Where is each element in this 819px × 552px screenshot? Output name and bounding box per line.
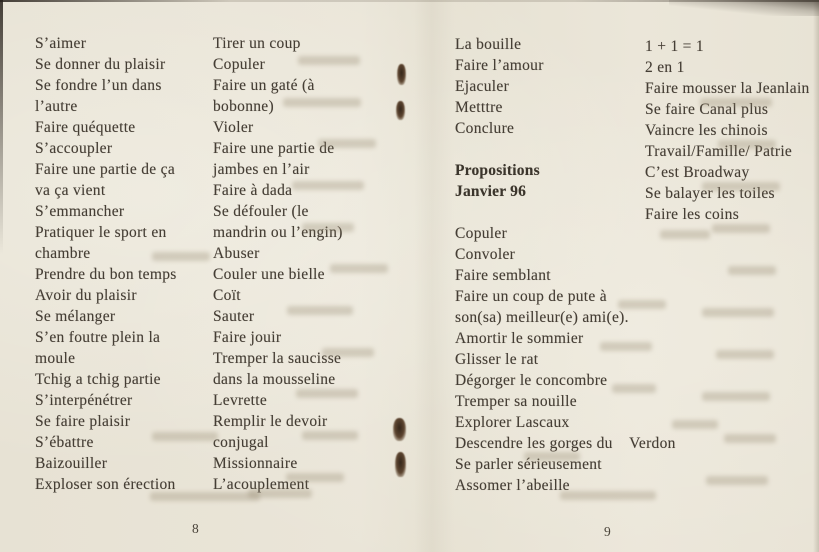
ghost-text-smudge [150, 492, 260, 501]
ghost-text-smudge [322, 348, 374, 357]
ink-speck [393, 418, 406, 441]
phrase-line [455, 202, 676, 223]
phrase-line: Copuler [455, 225, 508, 242]
phrase-line: Abuser [213, 245, 260, 262]
page-gutter-shading [414, 0, 454, 552]
phrase-line: Sauter [213, 308, 255, 325]
ghost-text-smudge [702, 182, 780, 191]
phrase-line: Se donner du plaisir [35, 56, 166, 73]
phrase-line: va ça vient [35, 182, 106, 199]
ghost-text-smudge [718, 140, 776, 149]
phrase-line: chambre [35, 245, 91, 262]
photo-edge-right [813, 0, 819, 552]
phrase-line: Remplir le devoir [213, 413, 328, 430]
ghost-text-smudge [716, 350, 774, 359]
phrase-line: Se faire Canal plus [645, 101, 769, 118]
phrase-line: La bouille [455, 36, 522, 53]
phrase-line: Janvier 96 [455, 183, 527, 200]
ghost-text-smudge [728, 266, 776, 275]
ghost-text-smudge [296, 389, 358, 398]
phrase-line: bobonne) [213, 98, 274, 115]
photo-edge-left [0, 0, 3, 254]
ghost-text-smudge [560, 491, 656, 500]
ghost-text-smudge [152, 432, 218, 441]
phrase-line: Se fondre l’un dans [35, 77, 162, 94]
ghost-text-smudge [286, 473, 344, 482]
right-page-column-2 [645, 36, 810, 225]
phrase-line: 2 en 1 [645, 59, 685, 76]
ghost-text-smudge [702, 392, 770, 401]
phrase-line: Pratiquer le sport en [35, 224, 167, 241]
ghost-text-smudge [248, 489, 312, 498]
phrase-line: Se faire plaisir [35, 413, 131, 430]
page-number-right: 9 [604, 524, 612, 539]
phrase-line: C’est Broadway [645, 164, 750, 181]
phrase-line: S’accoupler [35, 140, 113, 157]
phrase-line: Faire semblant [455, 267, 551, 284]
phrase-line: Explorer Lascaux [455, 414, 570, 431]
phrase-line: Dégorger le concombre [455, 372, 608, 389]
phrase-line: Exploser son érection [35, 476, 176, 493]
phrase-line: Descendre les gorges du Verdon [455, 435, 676, 452]
page-number-left: 8 [192, 521, 200, 536]
phrase-line: Convoler [455, 246, 516, 263]
phrase-line: mandrin ou l’engin) [213, 224, 343, 241]
ghost-text-smudge [702, 308, 774, 317]
phrase-line: 1 + 1 = 1 [645, 38, 704, 55]
phrase-line: S’ébattre [35, 434, 94, 451]
phrase-line: Copuler [213, 56, 266, 73]
phrase-line: son(sa) meilleur(e) ami(e). [455, 309, 629, 326]
ghost-text-smudge [152, 252, 210, 261]
phrase-line: Faire jouir [213, 329, 282, 346]
phrase-line: Tchig a tchig partie [35, 371, 161, 388]
ghost-text-smudge [612, 384, 656, 393]
phrase-line: Couler une bielle [213, 266, 325, 283]
ghost-text-smudge [302, 431, 358, 440]
ghost-text-smudge [724, 434, 776, 443]
ghost-text-smudge [660, 230, 710, 239]
phrase-line: S’interpénétrer [35, 392, 133, 409]
phrase-line: Violer [213, 119, 254, 136]
phrase-line: Travail/Famille/ Patrie [645, 143, 793, 160]
ghost-text-smudge [287, 306, 353, 315]
phrase-line: Tremper la saucisse [213, 350, 342, 367]
phrase-line: Faire un gaté (à [213, 77, 315, 94]
ghost-text-smudge [524, 452, 580, 461]
phrase-line: moule [35, 350, 76, 367]
ghost-text-smudge [600, 342, 652, 351]
phrase-line: Faire un coup de pute à [455, 288, 607, 305]
ghost-text-smudge [672, 420, 718, 429]
phrase-line: Faire mousser la Jeanlain [645, 80, 810, 97]
ghost-text-smudge [302, 223, 354, 232]
ghost-text-smudge [283, 98, 361, 107]
phrase-line: Se balayer les toiles [645, 185, 775, 202]
ink-speck [395, 452, 406, 477]
photo-corner-shadow [669, 0, 819, 16]
phrase-line: Tirer un coup [213, 35, 301, 52]
left-page-column-1 [35, 33, 177, 495]
phrase-line: conjugal [213, 434, 269, 451]
ink-speck [397, 64, 406, 85]
phrase-line: dans la mousseline [213, 371, 336, 388]
ghost-text-smudge [700, 98, 772, 107]
phrase-line: S’aimer [35, 35, 87, 52]
phrase-line: Avoir du plaisir [35, 287, 137, 304]
phrase-line: Metttre [455, 99, 503, 116]
phrase-line: Faire à dada [213, 182, 293, 199]
phrase-line: Assomer l’abeille [455, 477, 570, 494]
phrase-line: Faire quéquette [35, 119, 136, 136]
phrase-line: Missionnaire [213, 455, 298, 472]
phrase-line: l’autre [35, 98, 78, 115]
phrase-line: Prendre du bon temps [35, 266, 177, 283]
phrase-line: Glisser le rat [455, 351, 539, 368]
phrase-line: jambes en l’air [213, 161, 310, 178]
ghost-text-smudge [318, 139, 376, 148]
phrase-line: Faire une partie de [213, 140, 335, 157]
phrase-line: Amortir le sommier [455, 330, 584, 347]
phrase-line: Conclure [455, 120, 515, 137]
phrase-line: Faire les coins [645, 206, 740, 223]
ghost-text-smudge [618, 300, 666, 309]
right-page-column-1 [455, 34, 676, 496]
phrase-line: Coït [213, 287, 241, 304]
phrase-line: Faire l’amour [455, 57, 544, 74]
ghost-text-smudge [292, 181, 364, 190]
phrase-line: Propositions [455, 162, 540, 179]
phrase-line: L’acouplement [213, 476, 310, 493]
ghost-text-smudge [712, 224, 770, 233]
phrase-line: S’en foutre plein la [35, 329, 161, 346]
phrase-line: Baizouiller [35, 455, 108, 472]
ink-speck [396, 101, 405, 120]
phrase-line: Se parler sérieusement [455, 456, 602, 473]
phrase-line: Levrette [213, 392, 268, 409]
ghost-text-smudge [706, 476, 768, 485]
phrase-line: S’emmancher [35, 203, 125, 220]
ghost-text-smudge [330, 264, 388, 273]
phrase-line: Ejaculer [455, 78, 510, 95]
phrase-line [455, 139, 676, 160]
phrase-line: Se défouler (le [213, 203, 309, 220]
phrase-line: Se mélanger [35, 308, 116, 325]
phrase-line: Faire une partie de ça [35, 161, 175, 178]
phrase-line: Tremper sa nouille [455, 393, 577, 410]
phrase-line: Vaincre les chinois [645, 122, 768, 139]
ghost-text-smudge [298, 56, 360, 65]
